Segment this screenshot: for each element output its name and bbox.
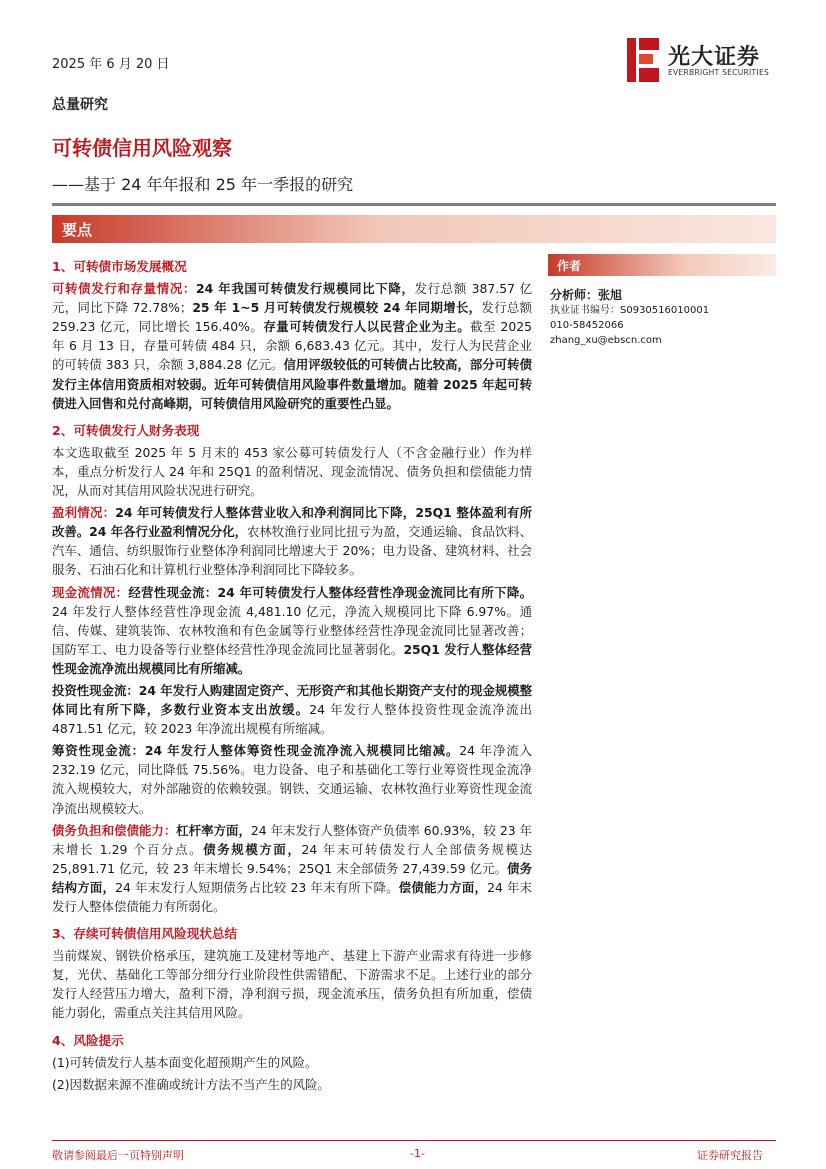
- para-lead: 盈利情况：: [52, 505, 116, 521]
- report-category: 总量研究: [52, 97, 108, 113]
- footer-disclaimer: 敬请参阅最后一页特别声明: [52, 1149, 184, 1162]
- para-text: 农林牧渔行业同比扭亏为盈，交通运输、食品饮料、汽车、通信、纺织服饰行业整体净利润同比增速大于 20%；电力设备、建筑材料、社会服务、石油石化和计算机行业整体净利润同比下降较多。: [52, 524, 533, 578]
- para-text: 24 年发行人整体经营性净现金流 4,481.10 亿元，净流入规模同比下降 6.97%。通信、传媒、建筑装饰、农林牧渔和有色金属等行业整体经营性净现金流同比显著改善；国防军工、电力设备等行业整体经营性净现金流同比显著弱化。: [52, 603, 532, 657]
- para-bold: 债务规模方面，: [203, 841, 302, 857]
- para-text: 截至 2025 年 6 月 13 日，存量可转债 484 只，余额 6,683.43 亿元。其中，发行人为民营企业的可转债 383 只，余额 3,884.28 亿元。: [52, 319, 532, 373]
- section-2-title: 2、可转债发行人财务表现: [52, 422, 200, 438]
- para-bold: 25 年 1~5 月可转债发行规模较 24 年同期增长，: [192, 300, 482, 316]
- report-date: 2025 年 6 月 20 日: [52, 57, 170, 72]
- analyst-name: 分析师：张旭: [550, 288, 623, 302]
- section-3-title: 3、存续可转债信用风险现状总结: [52, 926, 238, 942]
- para-bold: 信用评级较低的可转债占比较高，部分可转债发行主体信用资质相对较弱。近年可转债信用风险事件数量增加。随着 2025 年起可转债进入回售和兑付高峰期，可转债信用风险研究的重要性凸显。: [52, 357, 532, 411]
- para-bold: 偿债能力方面，: [398, 879, 488, 895]
- footer-report-type: 证券研究报告: [697, 1149, 763, 1162]
- keypoints-label: 要点: [62, 221, 93, 239]
- logo-text-cn: 光大证券: [668, 45, 761, 70]
- author-label: 作者: [557, 259, 582, 273]
- para-text: 发行总额 259.23 亿元，同比增长 156.40%。: [52, 300, 533, 335]
- profitability-paragraph: [52, 503, 532, 579]
- report-title: 可转债信用风险观察: [52, 136, 232, 160]
- para-text: 24 年末发行人短期债务占比较 23 年末有所下降。: [115, 879, 399, 895]
- para-bold: 投资性现金流：24 年发行人购建固定资产、无形资产和其他长期资产支付的现金规模整体同比有所下降，多数行业资本支出放缓。: [52, 682, 533, 718]
- para-bold: 经营性现金流：24 年可转债发行人整体经营性净现金流同比有所下降。: [128, 584, 532, 600]
- investing-cashflow-paragraph: [52, 681, 532, 738]
- para-lead: 可转债发行和存量情况：: [52, 281, 196, 297]
- para-bold: 债务结构方面，: [52, 860, 532, 895]
- section-3-paragraph: 当前煤炭、钢铁价格承压，建筑施工及建材等地产、基建上下游产业需求有待进一步修复，光伏、基础化工等部分细分行业阶段性供需错配、下游需求不足。上述行业的部分发行人经营压力增大，盈利下滑，净利润亏损，现金流承压，债务负担有所加重，偿债能力弱化，需重点关注其信用风险。: [52, 948, 532, 1021]
- logo-text-en: EVERBRIGHT SECURITIES: [668, 68, 770, 77]
- para-bold: 24 年我国可转债发行规模同比下降，: [196, 281, 415, 297]
- para-lead: 债务负担和偿债能力：: [52, 822, 177, 838]
- analyst-email[interactable]: zhang_xu@ebscn.com: [550, 335, 662, 346]
- page-number: -1-: [410, 1147, 425, 1160]
- section-4-title: 4、风险提示: [52, 1032, 124, 1048]
- para-bold: 杠杆率方面，: [176, 822, 251, 838]
- title-divider: [52, 203, 776, 206]
- main-content: [52, 257, 532, 1097]
- analyst-phone: 010-58452066: [550, 320, 624, 331]
- para-text: 24 年末可转债发行人全部债务规模达 25,891.71 亿元，较 23 年末增长 9.54%；25Q1 末全部债务 27,439.59 亿元。: [52, 841, 532, 876]
- risk-item-1: (1)可转债发行人基本面变化超预期产生的风险。: [52, 1054, 318, 1070]
- para-text: 24 年净流入 232.19 亿元，同比降低 75.56%。电力设备、电子和基础化工等行业筹资性现金流净流入规模较大，对外部融资的依赖较强。钢铁、交通运输、农林牧渔行业筹资性现金流净流出规模较大。: [52, 743, 532, 816]
- analyst-cert: 执业证书编号：S0930516010001: [550, 305, 710, 316]
- para-text: 24 年发行人整体投资性现金流净流出 4871.51 亿元，较 2023 年净流出规模有所缩减。: [52, 702, 532, 737]
- para-text: 24 年末发行人整体资产负债率 60.93%，较 23 年末增长 1.29 个百分点。: [52, 822, 532, 857]
- para-bold: 24 年可转债发行人整体营业收入和净利润同比下降，25Q1 整体盈利有所改善。24 年各行业盈利情况分化，: [52, 505, 533, 540]
- debt-paragraph: [52, 821, 532, 916]
- keypoints-banner: [52, 215, 776, 243]
- para-bold: 存量可转债发行人以民营企业为主。: [263, 319, 471, 335]
- financing-cashflow-paragraph: [52, 741, 532, 817]
- section-1-paragraph: [52, 279, 532, 413]
- author-banner: [548, 254, 776, 276]
- section-1-title: 1、可转债市场发展概况: [52, 259, 187, 274]
- cashflow-paragraph: [52, 583, 532, 678]
- logo-mark-icon: [627, 38, 661, 82]
- footer-divider: [52, 1140, 776, 1141]
- para-text: 24 年末发行人整体偿债能力有所弱化。: [52, 879, 532, 914]
- para-lead: 现金流情况：: [52, 584, 129, 600]
- author-info: [550, 287, 709, 348]
- report-subtitle: ——基于 24 年年报和 25 年一季报的研究: [52, 175, 354, 194]
- para-bold: 25Q1 发行人整体经营性现金流净流出规模同比有所缩减。: [52, 641, 533, 676]
- para-text: 发行总额 387.57 亿元，同比下降 72.78%；: [52, 281, 533, 316]
- risk-item-2: (2)因数据来源不准确或统计方法不当产生的风险。: [52, 1076, 330, 1092]
- para-bold: 筹资性现金流：24 年发行人整体筹资性现金流净流入规模同比缩减。: [52, 743, 460, 759]
- section-2-intro: 本文选取截至 2025 年 5 月末的 453 家公募可转债发行人（不含金融行业）作为样本，重点分析发行人 24 年和 25Q1 的盈利情况、现金流情况、债务负担和偿债能力情况，从而对其信用风险状况进行研究。: [52, 444, 532, 499]
